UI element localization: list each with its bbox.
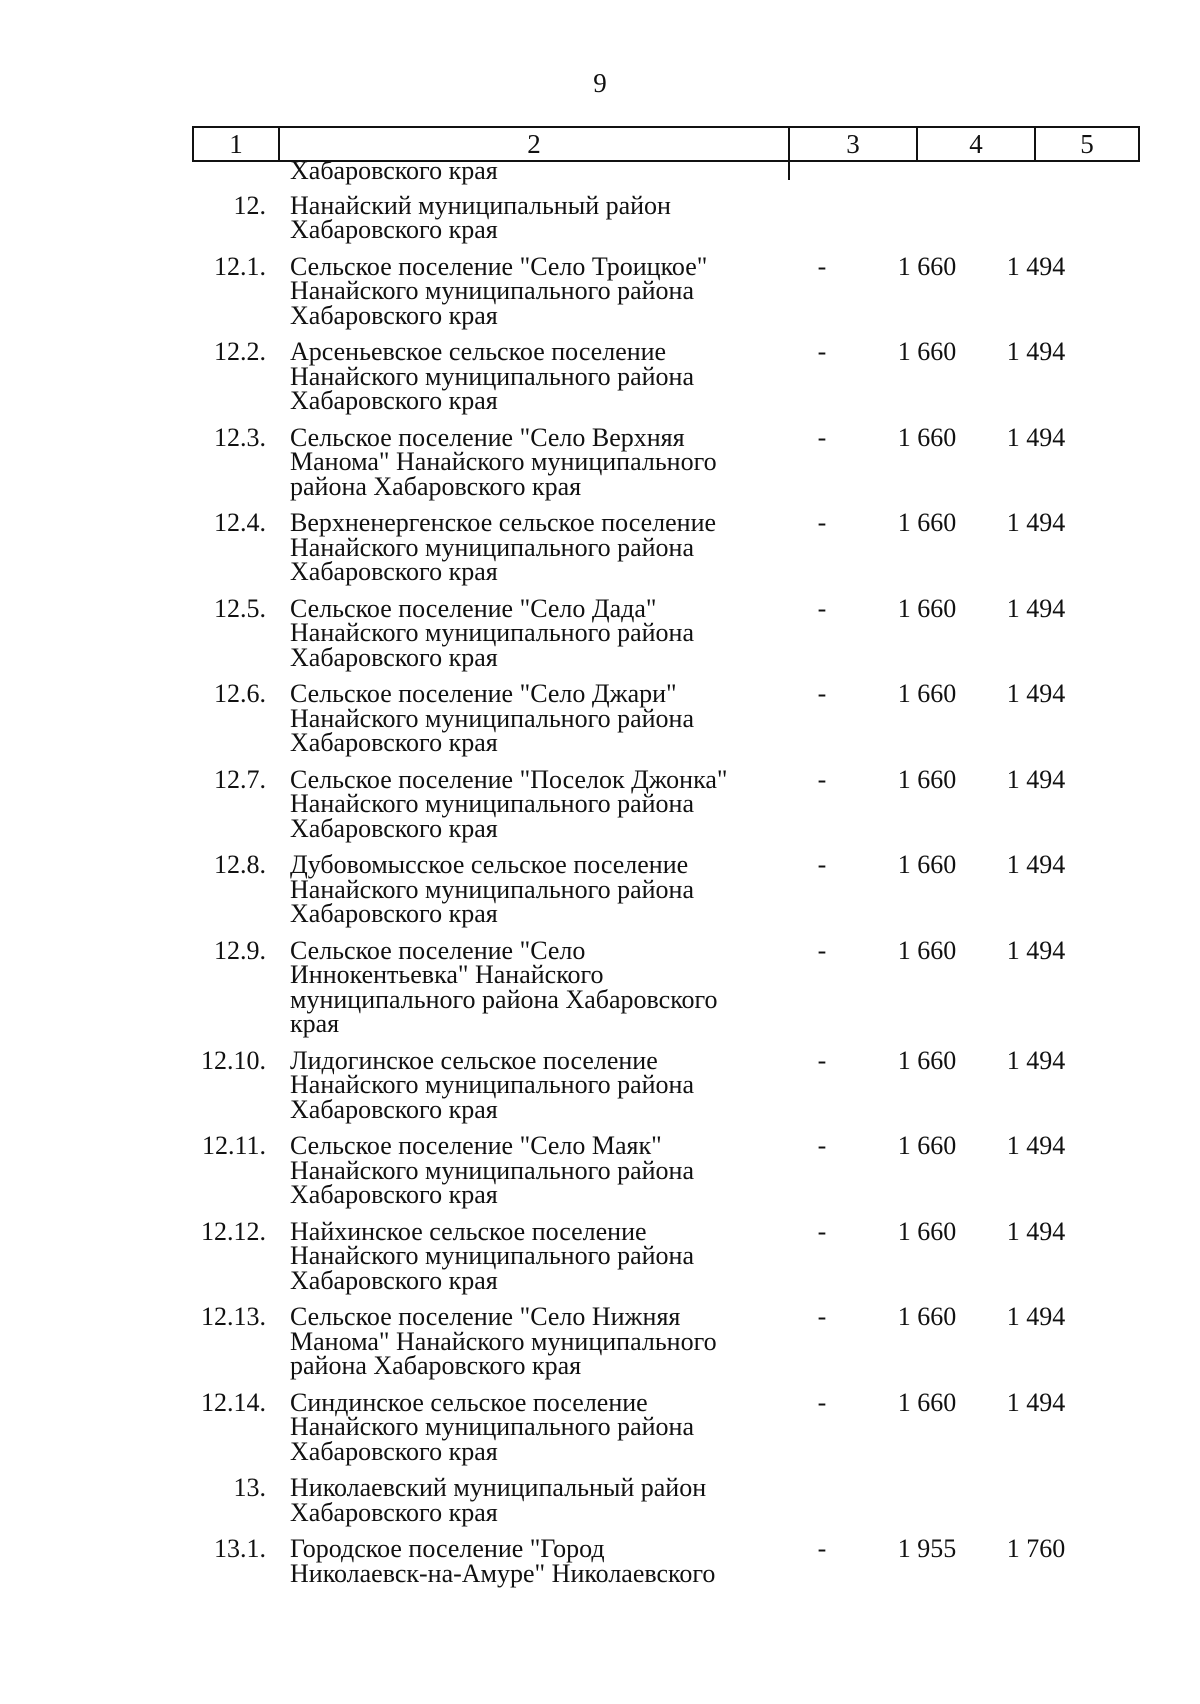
row-name [282,422,772,501]
row-c5-value: 1 494 [1006,1131,1066,1160]
row-c4-value [872,1476,982,1525]
row-c4-value [872,194,982,243]
row-c5-value: 1 494 [1006,1387,1066,1417]
row-number: 12.14. [201,1387,266,1417]
row-number: 12.13. [201,1302,266,1331]
table-row [0,935,1200,1038]
row-name-line: Хабаровского края [290,728,498,757]
row-name-line: Нанайского муниципального района [290,703,695,733]
row-c3-value: - [817,422,827,452]
row-c5-value: 1 494 [1006,1045,1066,1075]
row-c3-value: - [817,593,827,623]
row-number: 12.10. [201,1045,266,1075]
row-name [282,764,772,843]
row-c5-value: 1 494 [1006,1216,1066,1246]
row-name [282,337,772,415]
row-c5-value: 1 494 [1006,1302,1066,1331]
row-number: 13. [233,1473,266,1502]
row-c5-value [982,194,1090,243]
row-c3-value: - [817,1302,827,1331]
row-name-line: Арсеньевское сельское поселение [290,337,667,366]
table-row [0,1302,1200,1380]
row-name-line: Сельское поселение "Село Маяк" [290,1131,662,1160]
row-name [282,1216,772,1295]
table-row [0,190,1200,244]
row-c4-value: 1 660 [897,850,957,879]
row-c3-value: - [817,1534,827,1563]
table-row [0,1045,1200,1124]
row-name-line: Нанайского муниципального района [290,361,695,391]
table-row [0,764,1200,843]
row-name-line: Хабаровского края [290,813,498,843]
row-name-line: Нанайского муниципального района [290,789,695,818]
row-c4-value: 1 660 [897,935,957,965]
row-name-line: Нанайского муниципального района [290,1155,695,1185]
row-name-line: Дубовомысское сельское поселение [290,850,689,879]
row-c4-value: 1 660 [897,1216,957,1246]
row-name-line: Сельское поселение "Село Нижняя [290,1302,681,1331]
row-name-line: Городское поселение "Город [290,1534,605,1563]
row-name [282,679,772,757]
row-name-line: Нанайского муниципального района [290,1070,695,1099]
row-c4-value: 1 660 [897,422,957,452]
row-c3-value: - [817,935,827,965]
table-row-continuation [0,156,1200,185]
row-name-line: Нанайского муниципального района [290,276,695,305]
row-number: 12.7. [214,764,266,794]
row-c4-value: 1 660 [897,679,957,708]
row-c4-value: 1 660 [897,1045,957,1075]
table-row [0,1387,1200,1466]
table-row [0,593,1200,672]
row-name-line: Сельское поселение "Село Троицкое" [290,251,708,281]
row-c4-value: 1 955 [897,1534,957,1563]
row-number: 12.1. [214,251,266,281]
row-name-line: муниципального района Хабаровского [290,984,718,1014]
row-c3-value: - [817,251,827,281]
row-name-line: Сельское поселение "Село Дада" [290,593,657,623]
row-name-line: Хабаровского края [290,1180,498,1209]
table-row [0,1473,1200,1527]
row-name [282,190,772,244]
row-name-line: Сельское поселение "Село [290,935,586,965]
row-c4-value: 1 660 [897,1302,957,1331]
row-name-line: Нанайского муниципального района [290,532,695,562]
table-row [0,850,1200,928]
row-name-line: Манома" Нанайского муниципального [290,1326,717,1356]
row-name-line: Верхненергенское сельское поселение [290,508,717,537]
row-number: 12.2. [214,337,266,366]
row-c3-value: - [817,1216,827,1246]
row-name-line: Найхинское сельское поселение [290,1216,647,1246]
row-name [282,850,772,928]
row-number: 12.8. [214,850,266,879]
row-name-line: Хабаровского края [290,1265,498,1295]
row-name-line: Хабаровского края [290,215,498,244]
row-number: 12. [233,190,266,220]
row-c5-value [982,1476,1090,1525]
header-col-2: 2 [280,128,790,160]
row-name-line: края [290,1009,340,1038]
row-c5-value: 1 494 [1006,935,1066,965]
table-row [0,251,1200,330]
row-name-line: Хабаровского края [290,300,498,330]
row-number: 13.1. [214,1534,266,1563]
row-name-line: Хабаровского края [290,1094,498,1124]
row-number [0,159,282,184]
row-number: 12.9. [214,935,266,965]
row-name-line: Сельское поселение "Село Джари" [290,679,677,708]
table-row [0,1534,1200,1588]
row-number: 12.3. [214,422,266,452]
row-c5-value: 1 760 [1006,1534,1066,1563]
row-name-line: Иннокентьевка" Нанайского [290,960,604,989]
row-name [282,508,772,586]
row-name [282,1131,772,1209]
row-name-line: Николаевск-на-Амуре" Николаевского [290,1558,716,1588]
row-c3-value: - [817,337,827,366]
row-c5-value: 1 494 [1006,679,1066,708]
row-name-line: района Хабаровского края [290,1351,582,1380]
row-c3-value [772,194,872,243]
row-name-line: Лидогинское сельское поселение [290,1045,658,1075]
row-c5-value: 1 494 [1006,337,1066,366]
row-name-line: Нанайского муниципального района [290,618,695,647]
row-name-line: Синдинское сельское поселение [290,1387,648,1417]
row-name [282,1302,772,1380]
row-c4-value: 1 660 [897,1387,957,1417]
header-col-1: 1 [194,128,280,160]
row-c4-value: 1 660 [897,1131,957,1160]
row-number: 12.5. [214,593,266,623]
header-col-5: 5 [1080,129,1094,159]
table-row [0,508,1200,586]
row-c3-value: - [817,508,827,537]
row-c4-value: 1 660 [897,593,957,623]
row-name-line: Манома" Нанайского муниципального [290,447,717,476]
row-c5-value: 1 494 [1006,508,1066,537]
row-number: 12.6. [214,679,266,708]
row-c3-value: - [817,850,827,879]
row-name [282,1534,772,1588]
row-c4-value: 1 660 [897,337,957,366]
table-row [0,679,1200,757]
row-name-line: Хабаровского края [290,386,498,415]
row-name-line: Хабаровского края [290,899,498,928]
row-c4-value: 1 660 [897,251,957,281]
row-c5-value: 1 494 [1006,251,1066,281]
table-body [0,156,1200,1588]
table-row [0,1216,1200,1295]
row-c3-value: - [817,1131,827,1160]
row-name-line: Нанайский муниципальный район [290,190,671,220]
row-number: 12.12. [201,1216,266,1246]
row-c5-value: 1 494 [1006,593,1066,623]
row-name-line: Хабаровского края [290,156,498,185]
row-name-line: района Хабаровского края [290,471,582,501]
row-c5-value: 1 494 [1006,764,1066,794]
row-number: 12.11. [201,1131,266,1160]
row-name [282,1045,772,1124]
row-name-line: Хабаровского края [290,642,498,672]
row-name-line: Николаевский муниципальный район [290,1473,707,1502]
row-name-line: Нанайского муниципального района [290,874,695,904]
row-c4-value: 1 660 [897,764,957,794]
row-c3-value: - [817,1045,827,1075]
row-name-line: Сельское поселение "Поселок Джонка" [290,764,728,794]
table-row [0,337,1200,415]
header-col-4: 4 [918,128,1036,160]
row-name-line: Нанайского муниципального района [290,1241,695,1270]
row-name [282,156,772,185]
row-c4-value: 1 660 [897,508,957,537]
row-name [282,593,772,672]
row-name-line: Хабаровского края [290,1436,498,1466]
page-number: 9 [593,68,607,98]
row-number: 12.4. [214,508,266,537]
row-c3-value [772,1476,872,1525]
header-col-3: 3 [790,128,918,160]
row-c3-value: - [817,764,827,794]
table-row [0,1131,1200,1209]
row-name [282,935,772,1038]
row-name-line: Сельское поселение "Село Верхняя [290,422,685,452]
row-name-line: Хабаровского края [290,1497,498,1527]
row-c3-value: - [817,679,827,708]
row-name-line: Нанайского муниципального района [290,1412,695,1441]
row-c3-value: - [817,1387,827,1417]
row-name-line: Хабаровского края [290,557,498,586]
row-name [282,1473,772,1527]
row-c5-value: 1 494 [1006,850,1066,879]
row-name [282,251,772,330]
row-name [282,1387,772,1466]
table-row [0,422,1200,501]
row-c5-value: 1 494 [1006,422,1066,452]
